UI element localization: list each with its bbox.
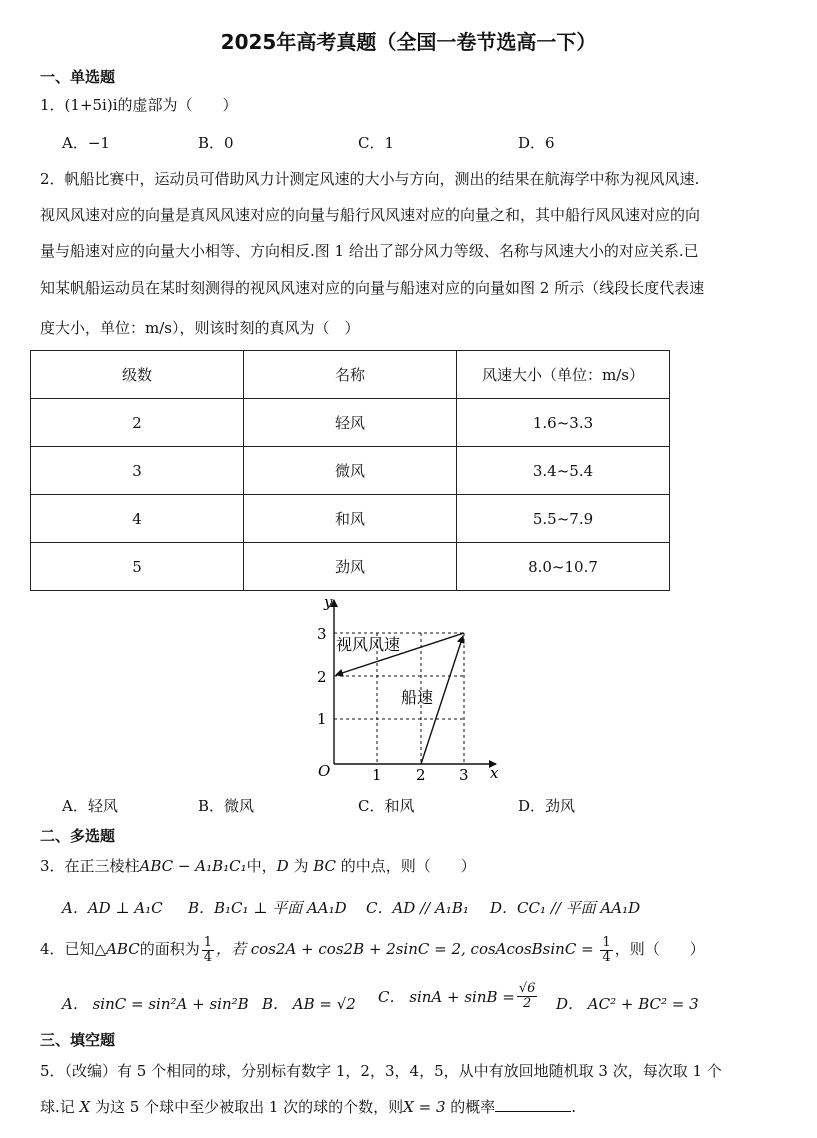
fraction-denominator: 4	[602, 949, 611, 965]
table-row	[31, 543, 670, 591]
table-header-row	[31, 351, 670, 399]
x-axis-label: x	[490, 764, 499, 782]
q4-condition: ，若 cos2A + cos2B + 2sinC = 2, cosAcosBsinC =	[216, 940, 599, 959]
q2-line-3: 量与船速对应的向量大小相等、方向相反.图 1 给出了部分风力等级、名称与风速大小的对应关系.已	[40, 242, 699, 260]
q4-option-c[interactable]	[378, 982, 539, 1010]
x-tick-3: 3	[459, 766, 469, 784]
q2-line-4: 知某帆船运动员在某时刻测得的视风风速对应的向量与船速对应的向量如图 2 所示（线段长度代表速	[40, 279, 705, 297]
table-header-cell: 名称	[244, 351, 457, 399]
vector-figure	[300, 594, 510, 786]
q4-option-a[interactable]: A． sinC = sin²A + sin²B	[62, 995, 249, 1013]
fraction-numerator: 1	[203, 935, 213, 950]
section-multiple-choice: 二、多选题	[40, 827, 116, 845]
fraction-numerator: 1	[602, 935, 611, 950]
table-cell: 轻风	[244, 399, 457, 447]
q4-text-mid: 的面积为	[139, 940, 200, 959]
answer-blank[interactable]	[495, 1097, 571, 1112]
q4-area-fraction	[202, 936, 214, 964]
boat-speed-label: 船速	[401, 688, 434, 707]
question-1	[40, 94, 238, 115]
q5-end: .	[571, 1098, 577, 1116]
question-3	[40, 855, 476, 876]
q4-product-fraction	[600, 936, 612, 964]
q3-option-d[interactable]: D．CC₁ // 平面 AA₁D	[490, 899, 641, 917]
table-cell: 劲风	[244, 543, 457, 591]
q5-line-1: 5．（改编）有 5 个相同的球，分别标有数字 1，2，3，4，5，从中有放回地随机取 3 次，每次取 1 个	[40, 1062, 722, 1080]
q2-line-1: 2．帆船比赛中，运动员可借助风力计测定风速的大小与方向，测出的结果在航海学中称为视风风速.	[40, 170, 700, 188]
q4-option-c-fraction	[517, 982, 538, 1010]
q5-condition: X = 3	[403, 1098, 446, 1116]
q2-line-5: 度大小，单位：m/s），则该时刻的真风为（ ）	[40, 319, 360, 337]
q4-text-post: ，则（ ）	[614, 940, 705, 959]
y-tick-1: 1	[317, 710, 327, 728]
q5-text-mid: 为这 5 个球中至少被取出 1 次的球的个数，则	[90, 1098, 404, 1116]
fraction-denominator: 2	[523, 995, 532, 1011]
fraction-denominator: 4	[203, 949, 213, 965]
q3-option-a[interactable]: A．AD ⊥ A₁C	[62, 899, 163, 917]
q4-option-b[interactable]: B． AB = √2	[262, 995, 356, 1013]
q3-point-d: D	[276, 857, 289, 875]
q3-prism: ABC − A₁B₁C₁	[139, 857, 247, 875]
q3-text-mid: 中，	[246, 857, 277, 875]
q1-option-c[interactable]: C．1	[358, 134, 395, 152]
q5-text-post: 的概率	[445, 1098, 496, 1116]
q3-text-pre: 3．在正三棱柱	[40, 857, 140, 875]
x-tick-2: 2	[416, 766, 426, 784]
table-cell: 微风	[244, 447, 457, 495]
q2-option-a[interactable]: A．轻风	[62, 797, 118, 815]
q3-text-post: 的中点，则（ ）	[336, 857, 476, 875]
section-fill-blank: 三、填空题	[40, 1031, 116, 1049]
q1-text: 的虚部为（ ）	[117, 96, 238, 114]
x-tick-1: 1	[372, 766, 382, 784]
q1-option-a[interactable]: A．−1	[62, 134, 110, 152]
table-cell: 1.6~3.3	[457, 399, 670, 447]
q4-triangle: ABC	[106, 940, 140, 959]
table-cell: 3.4~5.4	[457, 447, 670, 495]
q4-text-pre: 4．已知△	[40, 940, 107, 959]
q2-option-c[interactable]: C．和风	[358, 797, 415, 815]
table-cell: 4	[31, 495, 244, 543]
q4-option-c-text: C． sinA + sinB =	[378, 987, 515, 1006]
q3-segment-bc: BC	[313, 857, 337, 875]
q2-option-b[interactable]: B．微风	[198, 797, 255, 815]
table-cell: 5	[31, 543, 244, 591]
table-header-cell: 风速大小（单位：m/s）	[457, 351, 670, 399]
table-cell: 5.5~7.9	[457, 495, 670, 543]
page-title: 2025年高考真题（全国一卷节选高一下）	[220, 30, 597, 54]
q4-option-d[interactable]: D． AC² + BC² = 3	[556, 995, 699, 1013]
q1-number: 1．	[40, 96, 65, 114]
origin-label: O	[318, 762, 331, 780]
table-cell: 3	[31, 447, 244, 495]
q2-line-2: 视风风速对应的向量是真风风速对应的向量与船行风风速对应的向量之和，其中船行风风速对应的向	[40, 206, 701, 224]
q3-option-c[interactable]: C．AD // A₁B₁	[366, 899, 469, 917]
table-cell: 和风	[244, 495, 457, 543]
y-tick-2: 2	[317, 668, 327, 686]
question-4	[40, 936, 705, 964]
table-row	[31, 399, 670, 447]
q5-line-2	[40, 1096, 576, 1117]
q5-text-pre: 球.记	[40, 1098, 80, 1116]
apparent-wind-label: 视风风速	[336, 635, 401, 654]
table-cell: 8.0~10.7	[457, 543, 670, 591]
q5-variable: X	[79, 1098, 91, 1116]
q1-option-d[interactable]: D．6	[518, 134, 555, 152]
table-header-cell: 级数	[31, 351, 244, 399]
fraction-numerator: √6	[518, 981, 536, 996]
table-row	[31, 447, 670, 495]
q3-option-b[interactable]: B．B₁C₁ ⊥ 平面 AA₁D	[188, 899, 347, 917]
table-row	[31, 495, 670, 543]
q2-option-d[interactable]: D．劲风	[518, 797, 576, 815]
table-cell: 2	[31, 399, 244, 447]
q1-option-b[interactable]: B．0	[198, 134, 234, 152]
q3-text-mid2: 为	[288, 857, 314, 875]
q1-expression: (1+5i)i	[64, 96, 118, 114]
section-single-choice: 一、单选题	[40, 68, 116, 86]
y-tick-3: 3	[317, 625, 327, 643]
y-axis-label: y	[324, 594, 333, 611]
wind-grade-table	[30, 350, 670, 591]
